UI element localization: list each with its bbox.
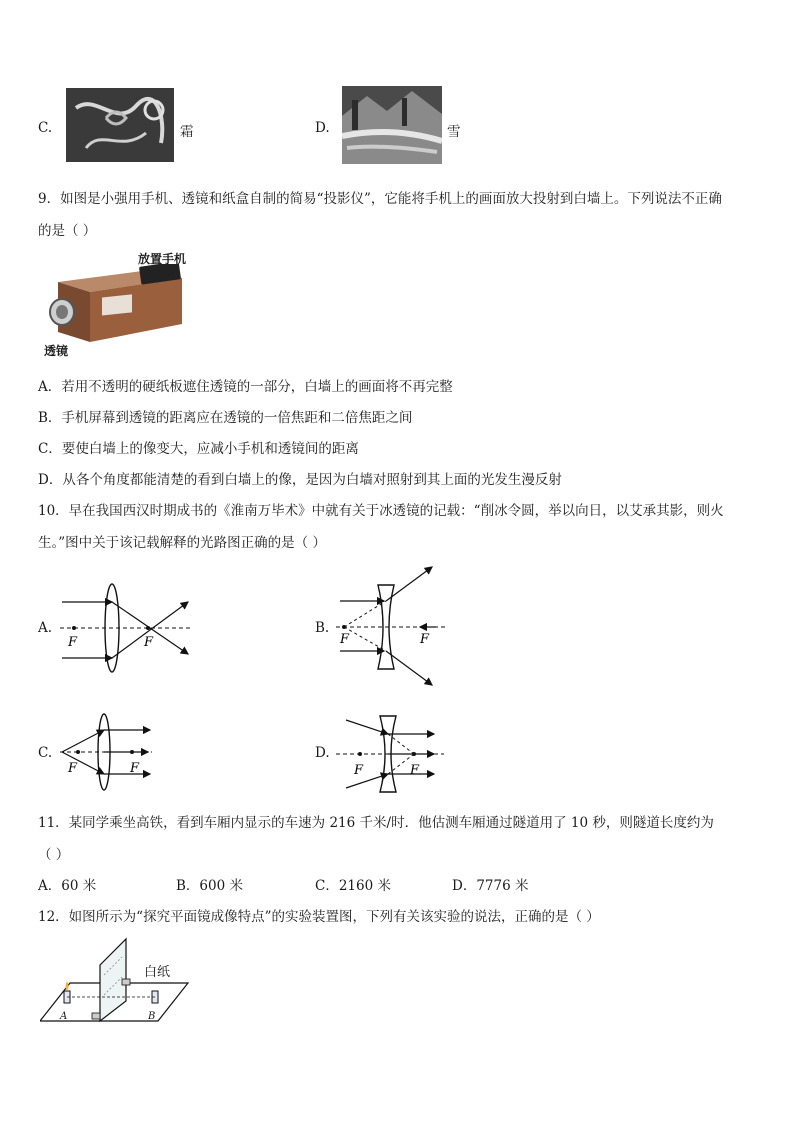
option-c-label: C. <box>38 120 53 136</box>
focus-label-right: F <box>130 761 140 776</box>
mirror-experiment-figure <box>40 935 200 1027</box>
focus-label-right: F <box>410 763 420 778</box>
focus-label-right: F <box>144 635 154 650</box>
snow-photo <box>342 86 442 164</box>
q11-option-c: C．2160 米 <box>315 878 391 894</box>
diagram-a-convex-converging <box>60 580 200 680</box>
frost-photo <box>66 88 174 162</box>
q11-stem-line2: （ ） <box>38 847 70 863</box>
q11-option-d: D．7776 米 <box>452 878 529 894</box>
focus-label-left: F <box>68 761 78 776</box>
q9-option-c: C．要使白墙上的像变大，应减小手机和透镜间的距离 <box>38 441 359 457</box>
q10-option-c-label: C. <box>38 745 53 761</box>
option-c-caption: 霜 <box>180 124 194 140</box>
q12-stem: 12．如图所示为“探究平面镜成像特点”的实验装置图，下列有关该实验的说法，正确的是（ ） <box>38 909 600 925</box>
option-d-caption: 雪 <box>447 124 461 140</box>
label-place-phone: 放置手机 <box>138 252 187 266</box>
q11-option-a: A．60 米 <box>38 878 97 894</box>
q9-option-d: D．从各个角度都能清楚的看到白墙上的像，是因为白墙对照射到其上面的光发生漫反射 <box>38 472 562 488</box>
diagram-c-convex <box>60 710 160 795</box>
focus-label-right: F <box>420 632 430 647</box>
q10-option-a-label: A. <box>38 620 53 636</box>
label-lens: 透镜 <box>44 344 69 358</box>
projector-figure <box>40 248 200 358</box>
focus-label-left: F <box>340 632 350 647</box>
diagram-d-concave <box>336 712 451 797</box>
q10-stem-line2: 生。”图中关于该记载解释的光路图正确的是（ ） <box>38 535 326 551</box>
q10-option-b-label: B. <box>315 620 330 636</box>
label-white-paper: 白纸 <box>144 965 171 980</box>
focus-label-left: F <box>68 635 78 650</box>
focus-label-left: F <box>354 763 364 778</box>
q9-stem-line2: 的是（ ） <box>38 223 97 239</box>
q9-stem-line1: 9．如图是小强用手机、透镜和纸盒自制的简易“投影仪”，它能将手机上的画面放大投射到白墙上。下列说法不正确 <box>38 191 722 207</box>
label-candle-b: B <box>148 1011 156 1022</box>
q9-option-b: B．手机屏幕到透镜的距离应在透镜的一倍焦距和二倍焦距之间 <box>38 410 413 426</box>
label-candle-a: A <box>60 1011 68 1022</box>
q9-option-a: A．若用不透明的硬纸板遮住透镜的一部分，白墙上的画面将不再完整 <box>38 379 453 395</box>
q10-option-d-label: D. <box>315 745 330 761</box>
q11-option-b: B．600 米 <box>176 878 243 894</box>
q10-stem-line1: 10．早在我国西汉时期成书的《淮南万毕术》中就有关于冰透镜的记载：“削冰令圆，举以向日，以艾承其影，则火 <box>38 503 724 519</box>
diagram-b-concave-diverging <box>336 565 456 690</box>
option-d-label: D. <box>315 120 330 136</box>
q11-stem-line1: 11．某同学乘坐高铁，看到车厢内显示的车速为 216 千米/时．他估测车厢通过隧道用了 10 秒，则隧道长度约为 <box>38 815 714 831</box>
